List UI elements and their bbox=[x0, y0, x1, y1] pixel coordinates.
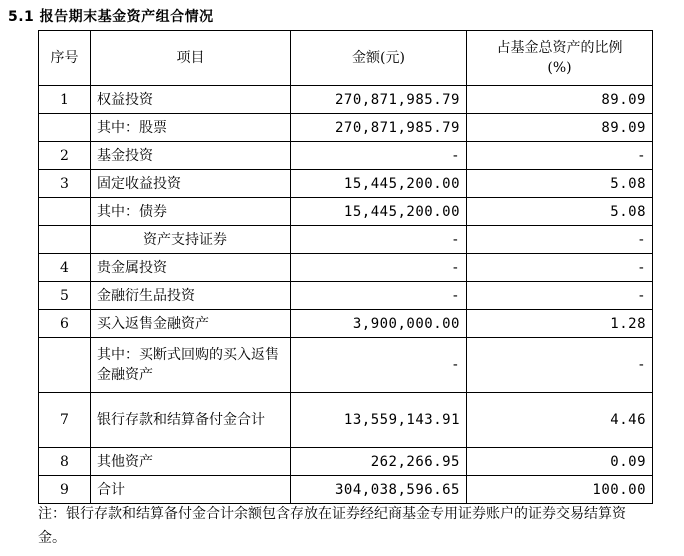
row-amount: - bbox=[291, 282, 467, 310]
table-header-row bbox=[39, 31, 653, 86]
table-row bbox=[39, 310, 653, 338]
row-seq: 5 bbox=[39, 282, 91, 310]
row-amount: 304,038,596.65 bbox=[291, 476, 467, 504]
row-ratio: 100.00 bbox=[467, 476, 653, 504]
row-ratio: - bbox=[467, 254, 653, 282]
table-row bbox=[39, 142, 653, 170]
row-amount: 15,445,200.00 bbox=[291, 198, 467, 226]
table-row bbox=[39, 448, 653, 476]
row-amount: 13,559,143.91 bbox=[291, 393, 467, 448]
row-item: 权益投资 bbox=[91, 86, 291, 114]
row-item: 银行存款和结算备付金合计 bbox=[91, 393, 291, 448]
row-ratio: - bbox=[467, 142, 653, 170]
row-item: 资产支持证券 bbox=[91, 226, 291, 254]
row-seq: 3 bbox=[39, 170, 91, 198]
row-seq: 8 bbox=[39, 448, 91, 476]
row-item: 其中：买断式回购的买入返售金融资产 bbox=[91, 338, 291, 393]
row-ratio: 5.08 bbox=[467, 198, 653, 226]
header-seq: 序号 bbox=[39, 31, 91, 86]
table-row bbox=[39, 114, 653, 142]
table-row bbox=[39, 282, 653, 310]
row-item: 其他资产 bbox=[91, 448, 291, 476]
row-item: 固定收益投资 bbox=[91, 170, 291, 198]
footnote: 注：银行存款和结算备付金合计余额包含存放在证券经纪商基金专用证券账户的证券交易结算资金。 bbox=[38, 506, 626, 546]
row-amount: - bbox=[291, 226, 467, 254]
row-item: 其中：债券 bbox=[91, 198, 291, 226]
row-ratio: 89.09 bbox=[467, 86, 653, 114]
row-item: 基金投资 bbox=[91, 142, 291, 170]
row-ratio: 0.09 bbox=[467, 448, 653, 476]
row-ratio: 1.28 bbox=[467, 310, 653, 338]
row-ratio: 89.09 bbox=[467, 114, 653, 142]
asset-allocation-table bbox=[38, 30, 653, 504]
table-row bbox=[39, 86, 653, 114]
header-amount: 金额(元) bbox=[291, 31, 467, 86]
row-amount: 270,871,985.79 bbox=[291, 86, 467, 114]
table-row bbox=[39, 198, 653, 226]
row-seq: 2 bbox=[39, 142, 91, 170]
header-ratio-line2: (%) bbox=[547, 60, 572, 76]
section-title: 5.1 报告期末基金资产组合情况 bbox=[8, 9, 214, 25]
header-item: 项目 bbox=[91, 31, 291, 86]
row-ratio: - bbox=[467, 226, 653, 254]
row-seq bbox=[39, 198, 91, 226]
row-item: 其中：股票 bbox=[91, 114, 291, 142]
row-amount: 262,266.95 bbox=[291, 448, 467, 476]
table-row bbox=[39, 254, 653, 282]
row-ratio: - bbox=[467, 338, 653, 393]
row-seq bbox=[39, 114, 91, 142]
row-seq bbox=[39, 338, 91, 393]
row-amount: - bbox=[291, 142, 467, 170]
row-amount: 15,445,200.00 bbox=[291, 170, 467, 198]
row-amount: - bbox=[291, 254, 467, 282]
row-seq: 1 bbox=[39, 86, 91, 114]
header-ratio-line1: 占基金总资产的比例 bbox=[496, 40, 623, 56]
row-seq: 9 bbox=[39, 476, 91, 504]
row-amount: 3,900,000.00 bbox=[291, 310, 467, 338]
row-ratio: 4.46 bbox=[467, 393, 653, 448]
row-amount: 270,871,985.79 bbox=[291, 114, 467, 142]
row-item: 买入返售金融资产 bbox=[91, 310, 291, 338]
row-item: 贵金属投资 bbox=[91, 254, 291, 282]
table-row bbox=[39, 476, 653, 504]
row-item: 合计 bbox=[91, 476, 291, 504]
row-ratio: - bbox=[467, 282, 653, 310]
row-seq: 4 bbox=[39, 254, 91, 282]
row-item: 金融衍生品投资 bbox=[91, 282, 291, 310]
row-seq bbox=[39, 226, 91, 254]
row-ratio: 5.08 bbox=[467, 170, 653, 198]
table-row bbox=[39, 393, 653, 448]
table-row bbox=[39, 338, 653, 393]
row-amount: - bbox=[291, 338, 467, 393]
row-seq: 6 bbox=[39, 310, 91, 338]
row-seq: 7 bbox=[39, 393, 91, 448]
table-row bbox=[39, 226, 653, 254]
table-row bbox=[39, 170, 653, 198]
header-ratio bbox=[467, 31, 653, 86]
